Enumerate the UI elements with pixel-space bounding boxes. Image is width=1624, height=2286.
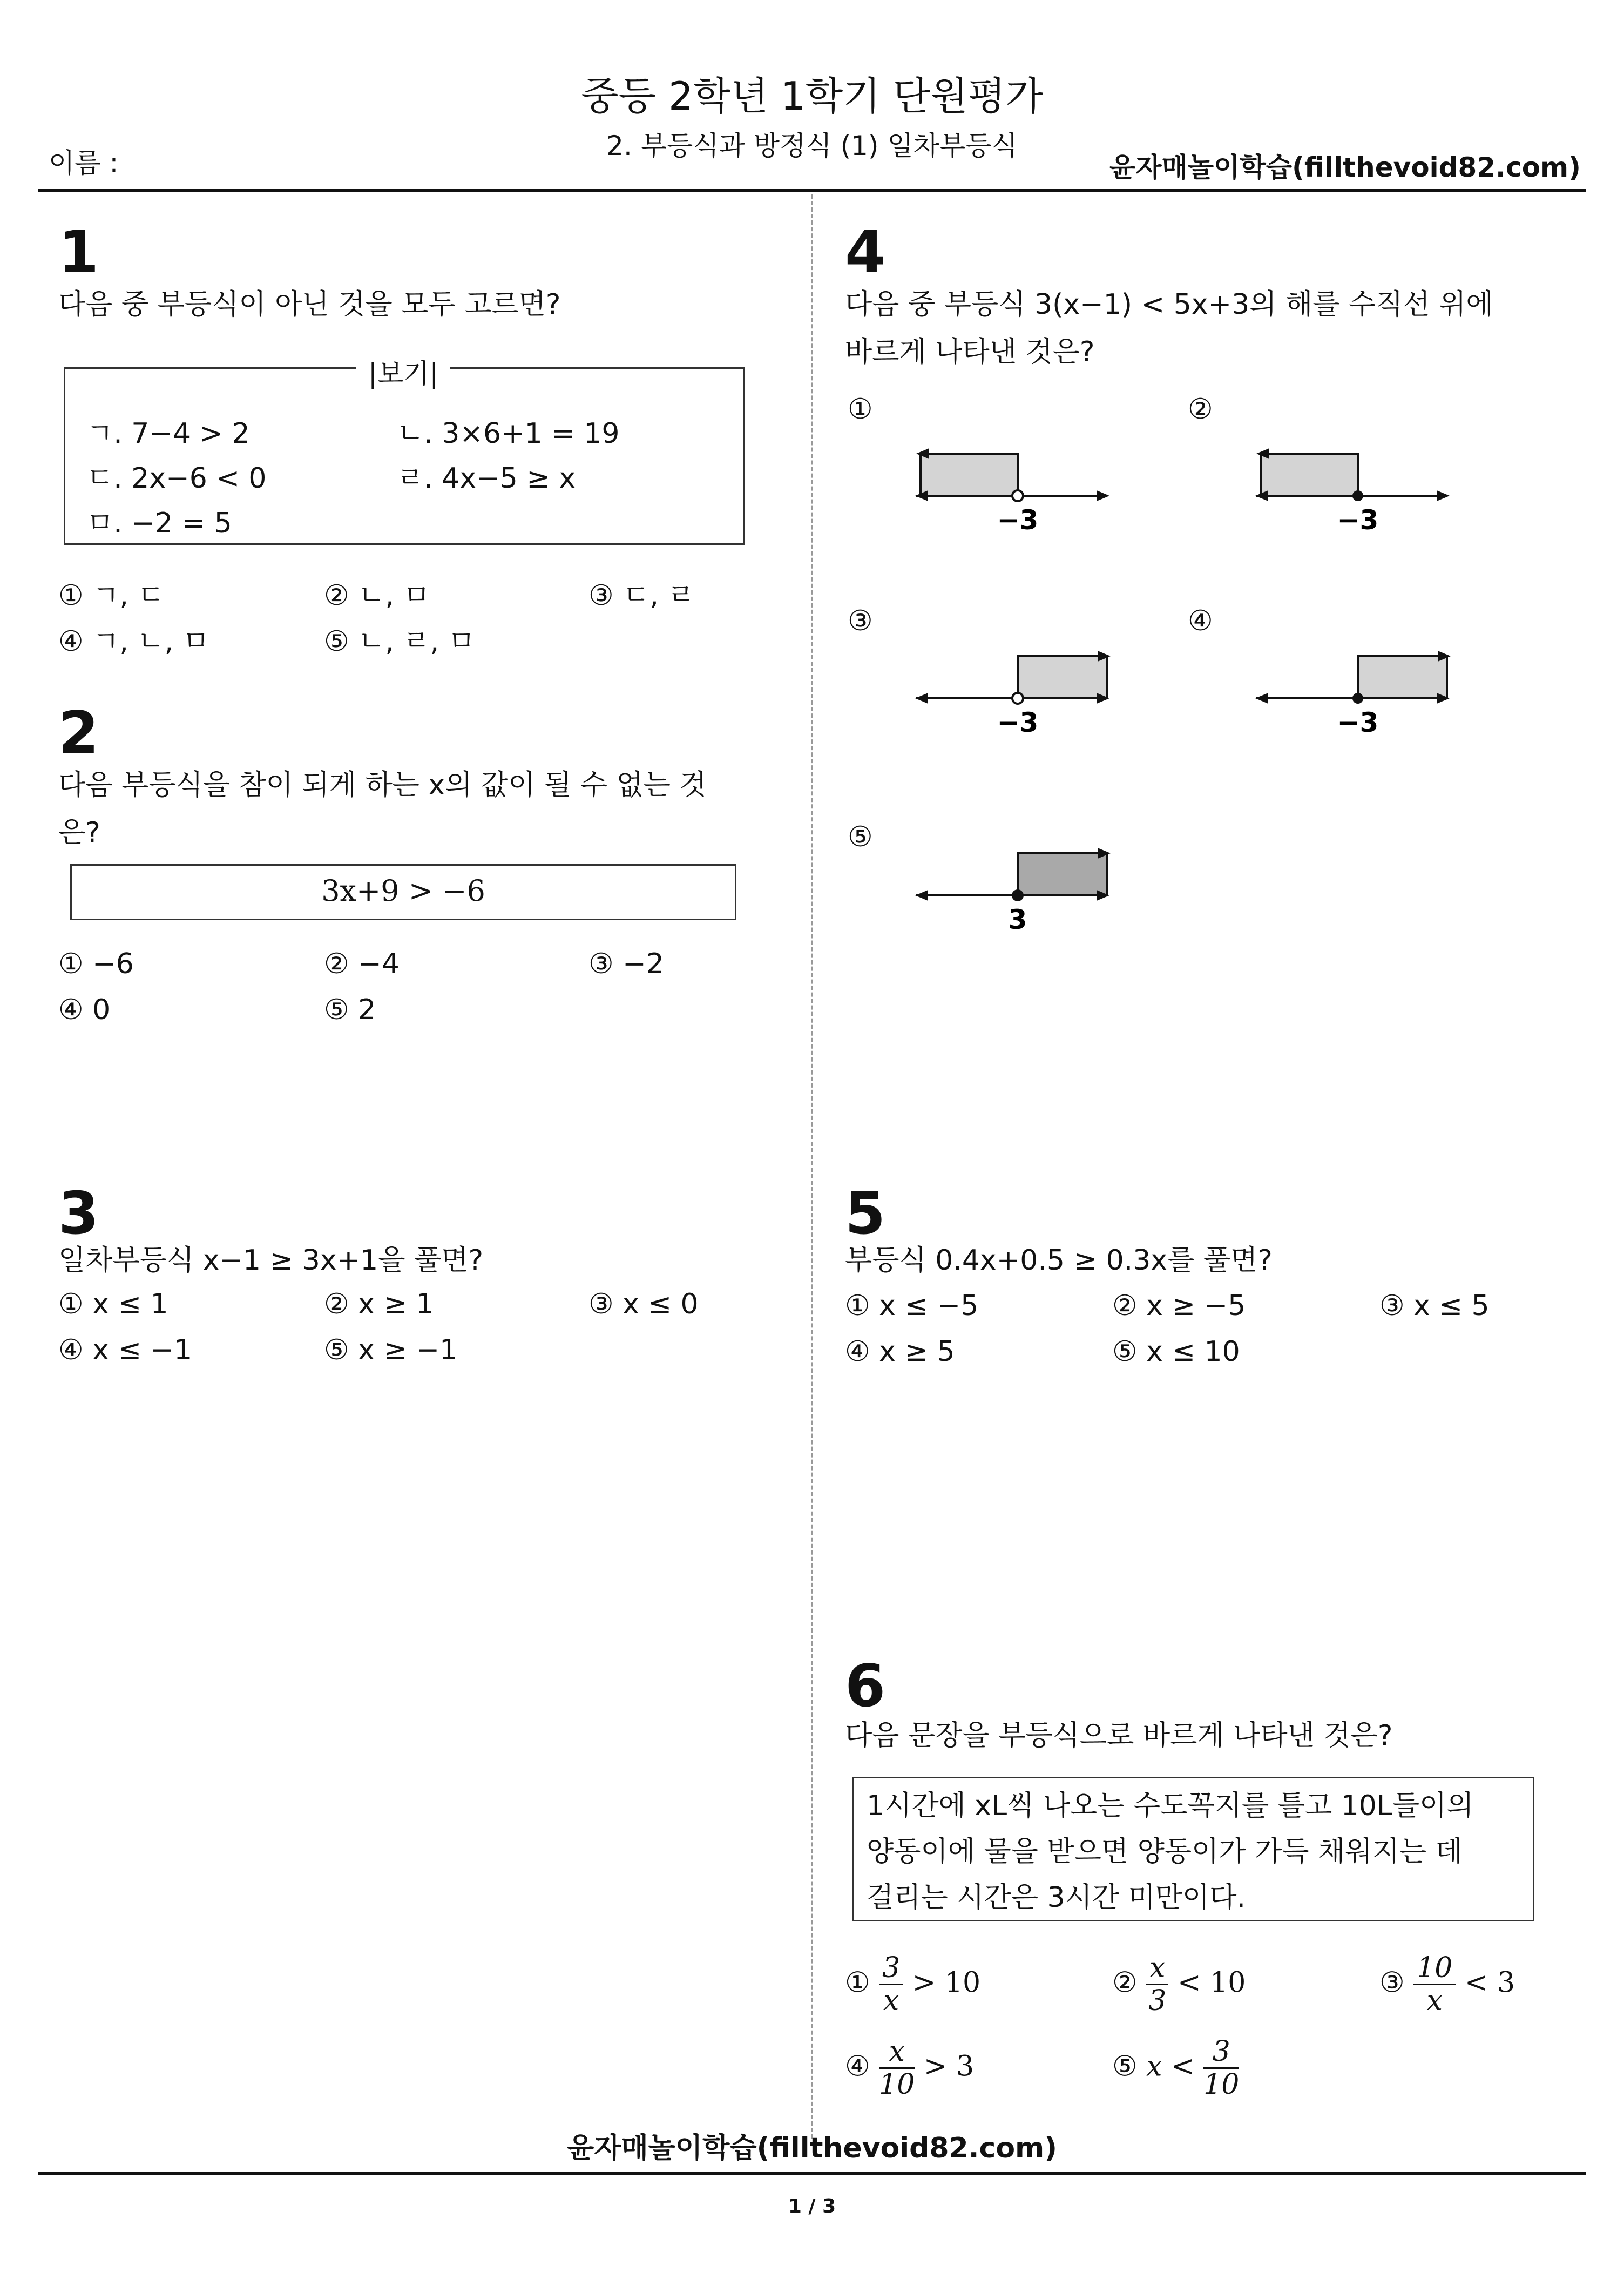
q6-option-1-fraction: $\frac{3}{x}$	[879, 1952, 903, 2017]
q2-text-line2: 은?	[58, 817, 100, 849]
q1-option-5[interactable]: ⑤ ㄴ, ㄹ, ㅁ	[324, 625, 475, 658]
q4-numberline-4-label: −3	[1337, 707, 1379, 738]
q6-option-3[interactable]: ③ $\frac{10}{x}$ < 3	[1379, 1952, 1515, 2017]
q3-option-1[interactable]: ① x ≤ 1	[58, 1288, 168, 1320]
q3-option-5[interactable]: ⑤ x ≥ −1	[324, 1334, 458, 1366]
q1-item-5: ㅁ. −2 = 5	[86, 507, 232, 540]
column-divider	[811, 194, 813, 2139]
q4-numberline-4-shade	[1358, 656, 1447, 698]
q6-box-line-3: 걸리는 시간은 3시간 미만이다.	[867, 1882, 1246, 1914]
q4-numberline-3-label: −3	[997, 707, 1039, 738]
q2-option-2[interactable]: ② −4	[324, 948, 400, 980]
page-subtitle: 2. 부등식과 방정식 (1) 일차부등식	[606, 130, 1018, 161]
q6-number: 6	[845, 1653, 886, 1720]
q4-choice-3-mark[interactable]: ③	[848, 605, 873, 637]
q6-option-1-mark: ①	[845, 1966, 870, 1999]
q2-option-3[interactable]: ③ −2	[588, 948, 664, 980]
footer-divider	[38, 2172, 1586, 2175]
q4-numberline-4-left-arrow	[1255, 693, 1268, 704]
q4-numberline-5-closed-point	[1012, 889, 1024, 901]
q4-numberline-3[interactable]	[915, 645, 1120, 743]
q1-bogi-label: |보기|	[356, 352, 450, 391]
q1-option-3[interactable]: ③ ㄷ, ㄹ	[588, 579, 695, 612]
header-divider	[38, 189, 1586, 192]
q6-option-5[interactable]: ⑤ x < $\frac{3}{10}$	[1112, 2035, 1240, 2101]
q4-numberline-1-shade	[921, 454, 1018, 496]
q4-numberline-3-open-point	[1012, 693, 1023, 704]
q2-option-1[interactable]: ① −6	[58, 948, 134, 980]
footer-brand: 윤자매놀이학습(fillthevoid82.com)	[566, 2132, 1057, 2164]
q4-numberline-5-left-arrow	[915, 890, 928, 901]
q4-numberline-3-left-arrow	[915, 693, 928, 704]
q4-choice-4-mark[interactable]: ④	[1188, 605, 1213, 637]
q6-option-2-mark: ②	[1112, 1966, 1138, 1999]
q4-numberline-2[interactable]	[1255, 443, 1460, 540]
q4-choice-1-mark[interactable]: ①	[848, 393, 873, 426]
q1-option-4[interactable]: ④ ㄱ, ㄴ, ㅁ	[58, 625, 209, 658]
page-title: 중등 2학년 1학기 단원평가	[581, 73, 1043, 119]
q2-option-4[interactable]: ④ 0	[58, 994, 111, 1026]
q4-numberline-1-right-arrow	[1097, 490, 1109, 501]
q6-option-3-mark: ③	[1379, 1966, 1405, 1999]
q2-text-line1: 다음 부등식을 참이 되게 하는 x의 값이 될 수 없는 것	[58, 769, 707, 801]
q6-option-2-fraction: $\frac{x}{3}$	[1146, 1952, 1168, 2017]
q4-numberline-1[interactable]	[915, 443, 1120, 540]
q3-text: 일차부등식 x−1 ≥ 3x+1을 풀면?	[58, 1244, 484, 1277]
q1-option-2[interactable]: ② ㄴ, ㅁ	[324, 579, 430, 612]
name-label: 이름 :	[49, 147, 119, 179]
q1-option-1[interactable]: ① ㄱ, ㄷ	[58, 579, 165, 612]
q4-numberline-4-closed-point	[1352, 693, 1363, 704]
q1-number: 1	[58, 219, 99, 286]
header-brand: 윤자매놀이학습(fillthevoid82.com)	[1109, 152, 1581, 183]
q6-box-line-2: 양동이에 물을 받으면 양동이가 가득 채워지는 데	[867, 1836, 1463, 1868]
q1-item-3: ㄷ. 2x−6 < 0	[86, 462, 267, 495]
q4-numberline-2-shade	[1261, 454, 1358, 496]
q6-text: 다음 문장을 부등식으로 바르게 나타낸 것은?	[845, 1719, 1393, 1752]
q4-text-line2: 바르게 나타낸 것은?	[845, 336, 1095, 368]
q4-numberline-1-open-point	[1012, 490, 1023, 501]
q4-number: 4	[845, 219, 886, 286]
q5-option-1[interactable]: ① x ≤ −5	[845, 1290, 979, 1322]
q6-option-5-fraction: $\frac{3}{10}$	[1203, 2035, 1240, 2101]
q4-numberline-1-label: −3	[997, 504, 1039, 536]
q3-option-2[interactable]: ② x ≥ 1	[324, 1288, 434, 1320]
q5-number: 5	[845, 1180, 886, 1247]
q4-numberline-3-shade	[1018, 656, 1107, 698]
q3-number: 3	[58, 1180, 99, 1247]
q6-option-5-mark: ⑤	[1112, 2050, 1138, 2083]
q4-choice-5-mark[interactable]: ⑤	[848, 821, 873, 853]
q1-item-1: ㄱ. 7−4 > 2	[86, 417, 250, 450]
q5-option-3[interactable]: ③ x ≤ 5	[1379, 1290, 1490, 1322]
q4-numberline-2-label: −3	[1337, 504, 1379, 536]
q2-number: 2	[58, 699, 99, 767]
page-number: 1 / 3	[788, 2195, 836, 2217]
q4-choice-2-mark[interactable]: ②	[1188, 393, 1213, 426]
q6-option-1[interactable]: ① $\frac{3}{x}$ > 10	[845, 1952, 981, 2017]
q6-option-2[interactable]: ② $\frac{x}{3}$ < 10	[1112, 1952, 1246, 2017]
q4-numberline-5-label: 3	[1008, 904, 1027, 935]
q6-option-4-mark: ④	[845, 2050, 870, 2083]
q6-option-4[interactable]: ④ $\frac{x}{10}$ > 3	[845, 2035, 975, 2101]
q5-text: 부등식 0.4x+0.5 ≥ 0.3x를 풀면?	[845, 1244, 1273, 1277]
q4-numberline-2-closed-point	[1352, 490, 1363, 501]
q2-option-5[interactable]: ⑤ 2	[324, 994, 376, 1026]
q5-option-4[interactable]: ④ x ≥ 5	[845, 1336, 955, 1368]
q3-option-3[interactable]: ③ x ≤ 0	[588, 1288, 699, 1320]
q4-numberline-2-right-arrow	[1437, 490, 1450, 501]
q4-numberline-4[interactable]	[1255, 645, 1460, 743]
q6-option-4-fraction: $\frac{x}{10}$	[879, 2035, 915, 2101]
q1-item-4: ㄹ. 4x−5 ≥ x	[397, 462, 576, 495]
q1-item-2: ㄴ. 3×6+1 = 19	[397, 417, 620, 450]
q3-option-4[interactable]: ④ x ≤ −1	[58, 1334, 192, 1366]
q4-text-line1: 다음 중 부등식 3(x−1) < 5x+3의 해를 수직선 위에	[845, 288, 1493, 321]
q6-box-line-1: 1시간에 xL씩 나오는 수도꼭지를 틀고 10L들이의	[867, 1790, 1474, 1822]
q4-numberline-5-shade	[1018, 853, 1107, 895]
q1-text: 다음 중 부등식이 아닌 것을 모두 고르면?	[58, 288, 561, 321]
q5-option-5[interactable]: ⑤ x ≤ 10	[1112, 1336, 1240, 1368]
q2-expression: 3x+9 > −6	[321, 874, 485, 908]
q5-option-2[interactable]: ② x ≥ −5	[1112, 1290, 1246, 1322]
q6-option-3-fraction: $\frac{10}{x}$	[1413, 1952, 1456, 2017]
q4-numberline-5[interactable]	[915, 842, 1120, 940]
